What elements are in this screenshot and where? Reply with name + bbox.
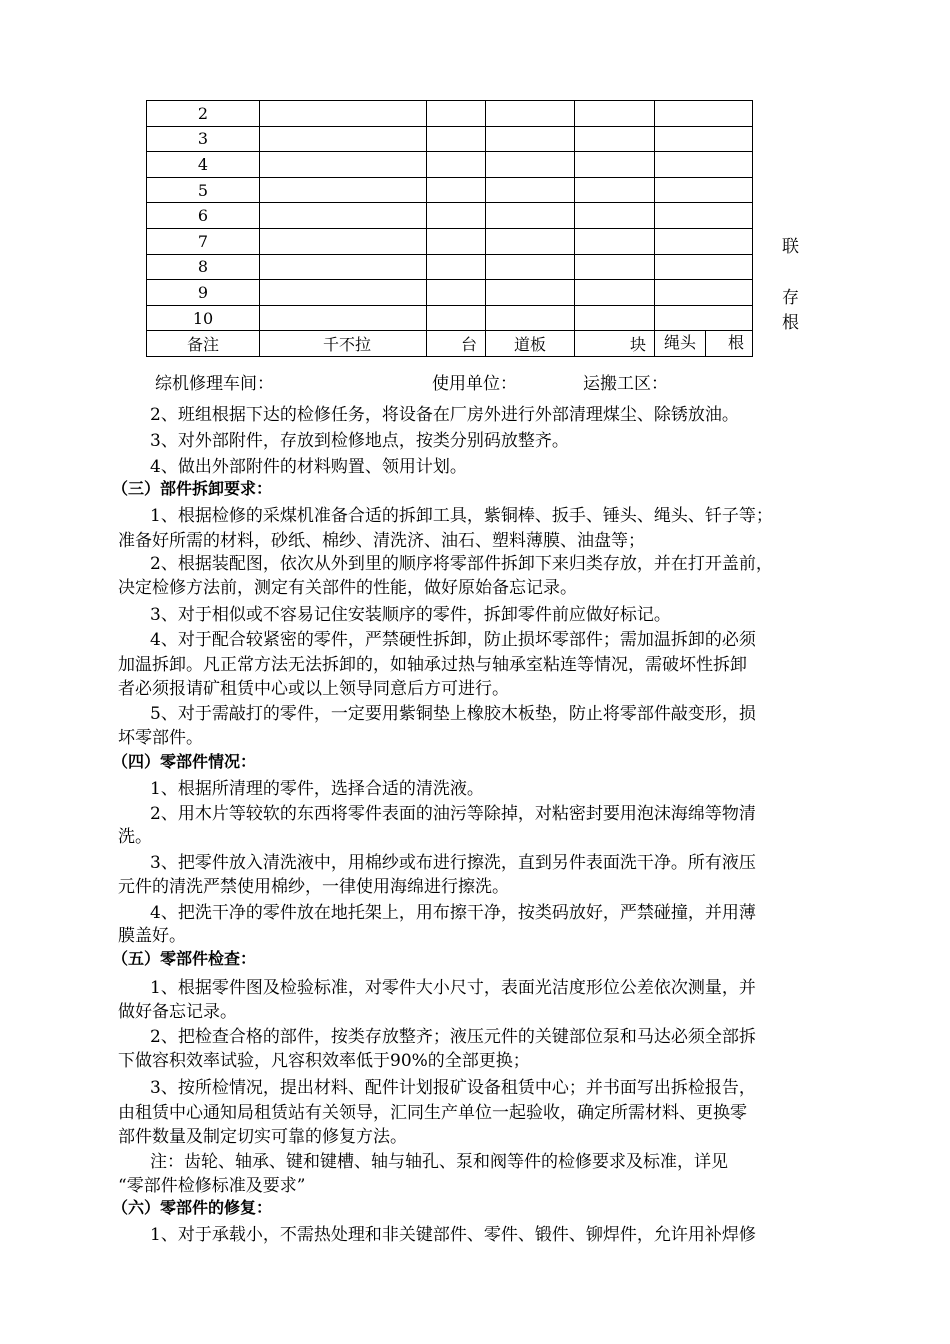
- body-line: 者必须报请矿租赁中心或以上领导同意后方可进行。: [118, 679, 509, 699]
- row-number: 5: [147, 177, 260, 203]
- body-line: 膜盖好。: [118, 926, 186, 946]
- table-cell: [655, 126, 753, 152]
- section-heading: （五）零部件检查：: [112, 949, 257, 968]
- unit-tai: 台: [427, 331, 486, 357]
- body-line: 4、做出外部附件的材料购置、领用计划。: [150, 457, 467, 477]
- table-row: [147, 254, 753, 280]
- table-cell: [486, 254, 575, 280]
- table-cell: [575, 152, 655, 178]
- table-row: [147, 228, 753, 254]
- row-number: 2: [147, 101, 260, 127]
- body-line: 1、根据检修的采煤机准备合适的拆卸工具，紫铜棒、扳手、锤头、绳头、钎子等；: [150, 506, 773, 526]
- table-cell: [655, 280, 753, 306]
- table-cell: [655, 152, 753, 178]
- row-number: 6: [147, 203, 260, 229]
- table-cell: [427, 228, 486, 254]
- table-cell: [575, 228, 655, 254]
- table-cell: [427, 254, 486, 280]
- table-cell: [260, 203, 427, 229]
- body-line: 3、按所检情况，提出材料、配件计划报矿设备租赁中心；并书面写出拆检报告，: [150, 1078, 756, 1098]
- table-cell: [575, 305, 655, 331]
- body-line: 部件数量及制定切实可靠的修复方法。: [118, 1127, 407, 1147]
- table-cell: [486, 305, 575, 331]
- table-cell: [260, 177, 427, 203]
- table-cell: [575, 254, 655, 280]
- body-line: 坏零部件。: [118, 728, 203, 748]
- body-line: 3、对外部附件，存放到检修地点，按类分别码放整齐。: [150, 431, 569, 451]
- table-cell: [427, 305, 486, 331]
- table-row: [147, 152, 753, 178]
- body-line: “零部件检修标准及要求”: [118, 1176, 306, 1196]
- side-label-lian: 联: [782, 237, 799, 257]
- sign-workshop: 综机修理车间：: [155, 374, 274, 394]
- body-line: 注：齿轮、轴承、键和键槽、轴与轴孔、泵和阀等件的检修要求及标准，详见: [150, 1152, 728, 1172]
- table-cell: [260, 228, 427, 254]
- table-cell: [260, 126, 427, 152]
- table-cell: [655, 177, 753, 203]
- table-cell: [427, 152, 486, 178]
- unit-kuai: 块: [575, 331, 655, 357]
- item-qianbula: 千不拉: [260, 331, 427, 357]
- row-number: 9: [147, 280, 260, 306]
- table-cell: [486, 177, 575, 203]
- item-shengtou: 绳头: [655, 331, 706, 356]
- row-number: 3: [147, 126, 260, 152]
- section-heading: （六）零部件的修复：: [112, 1198, 273, 1217]
- body-line: 4、把洗干净的零件放在地托架上，用布擦干净，按类码放好，严禁碰撞，并用薄: [150, 903, 756, 923]
- row-number: 8: [147, 254, 260, 280]
- table-cell: [260, 254, 427, 280]
- table-cell: [260, 305, 427, 331]
- sign-area: 运搬工区：: [583, 374, 668, 394]
- table-cell: [655, 228, 753, 254]
- table-cell: [655, 203, 753, 229]
- table-cell: [427, 203, 486, 229]
- body-line: 1、对于承载小，不需热处理和非关键部件、零件、锻件、铆焊件，允许用补焊修: [150, 1225, 756, 1245]
- row-number: 10: [147, 305, 260, 331]
- table-cell: [486, 203, 575, 229]
- body-line: 下做容积效率试验，凡容积效率低于90%的全部更换；: [118, 1051, 530, 1071]
- table-cell: [260, 101, 427, 127]
- body-line: 2、用木片等较软的东西将零件表面的油污等除掉，对粘密封要用泡沫海绵等物清: [150, 804, 756, 824]
- table-cell: [655, 101, 753, 127]
- table-cell: [575, 177, 655, 203]
- body-line: 1、根据零件图及检验标准，对零件大小尺寸，表面光洁度形位公差依次测量，并: [150, 978, 756, 998]
- table-cell: [427, 126, 486, 152]
- body-line: 洗。: [118, 827, 152, 847]
- body-line: 4、对于配合较紧密的零件，严禁硬性拆卸，防止损坏零部件；需加温拆卸的必须: [150, 630, 756, 650]
- remark-label: 备注: [147, 331, 260, 357]
- table-cell: [427, 177, 486, 203]
- body-line: 由租赁中心通知局租赁站有关领导，汇同生产单位一起验收，确定所需材料、更换零: [118, 1103, 747, 1123]
- table-cell: [260, 280, 427, 306]
- table-cell: [575, 203, 655, 229]
- body-line: 3、把零件放入清洗液中，用棉纱或布进行擦洗，直到另件表面洗干净。所有液压: [150, 853, 756, 873]
- body-line: 加温拆卸。凡正常方法无法拆卸的，如轴承过热与轴承室粘连等情况，需破坏性拆卸: [118, 655, 747, 675]
- table-cell: [655, 305, 753, 331]
- body-line: 5、对于需敲打的零件，一定要用紫铜垫上橡胶木板垫，防止将零部件敲变形，损: [150, 704, 756, 724]
- table-cell: [427, 280, 486, 306]
- body-line: 决定检修方法前，测定有关部件的性能，做好原始备忘记录。: [118, 578, 577, 598]
- table-row: [147, 177, 753, 203]
- sign-user: 使用单位：: [432, 374, 517, 394]
- table-row: [147, 305, 753, 331]
- unit-gen: 根: [727, 333, 744, 353]
- table-cell: [575, 126, 655, 152]
- body-line: 1、根据所清理的零件，选择合适的清洗液。: [150, 779, 484, 799]
- remark-row: [147, 331, 753, 357]
- table-cell: [486, 280, 575, 306]
- table-cell: [486, 228, 575, 254]
- item-daoban: 道板: [486, 331, 575, 357]
- side-label-gen: 根: [782, 313, 799, 333]
- section-heading: （三）部件拆卸要求：: [112, 479, 273, 498]
- body-line: 元件的清洗严禁使用棉纱，一律使用海绵进行擦洗。: [118, 877, 509, 897]
- body-line: 2、把检查合格的部件，按类存放整齐；液压元件的关键部位泵和马达必须全部拆: [150, 1027, 756, 1047]
- side-label-cun: 存: [782, 288, 799, 308]
- table-cell: [486, 126, 575, 152]
- body-line: 3、对于相似或不容易记住安装顺序的零件，拆卸零件前应做好标记。: [150, 605, 671, 625]
- body-line: 2、根据装配图，依次从外到里的顺序将零部件拆卸下来归类存放，并在打开盖前，: [150, 554, 773, 574]
- body-line: 2、班组根据下达的检修任务，将设备在厂房外进行外部清理煤尘、除锈放油。: [150, 405, 739, 425]
- table-cell: [655, 254, 753, 280]
- body-line: 做好备忘记录。: [118, 1002, 237, 1022]
- table-row: [147, 101, 753, 127]
- row-number: 4: [147, 152, 260, 178]
- table-cell: [260, 152, 427, 178]
- table-row: [147, 203, 753, 229]
- table-row: [147, 280, 753, 306]
- table-cell: [575, 101, 655, 127]
- table-cell: [427, 101, 486, 127]
- table-cell: [575, 280, 655, 306]
- inventory-table: [146, 100, 753, 357]
- section-heading: （四）零部件情况：: [112, 752, 257, 771]
- table-cell: [486, 152, 575, 178]
- row-number: 7: [147, 228, 260, 254]
- table-row: [147, 126, 753, 152]
- table-cell: [486, 101, 575, 127]
- body-line: 准备好所需的材料，砂纸、棉纱、清洗济、油石、塑料薄膜、油盘等；: [118, 531, 645, 551]
